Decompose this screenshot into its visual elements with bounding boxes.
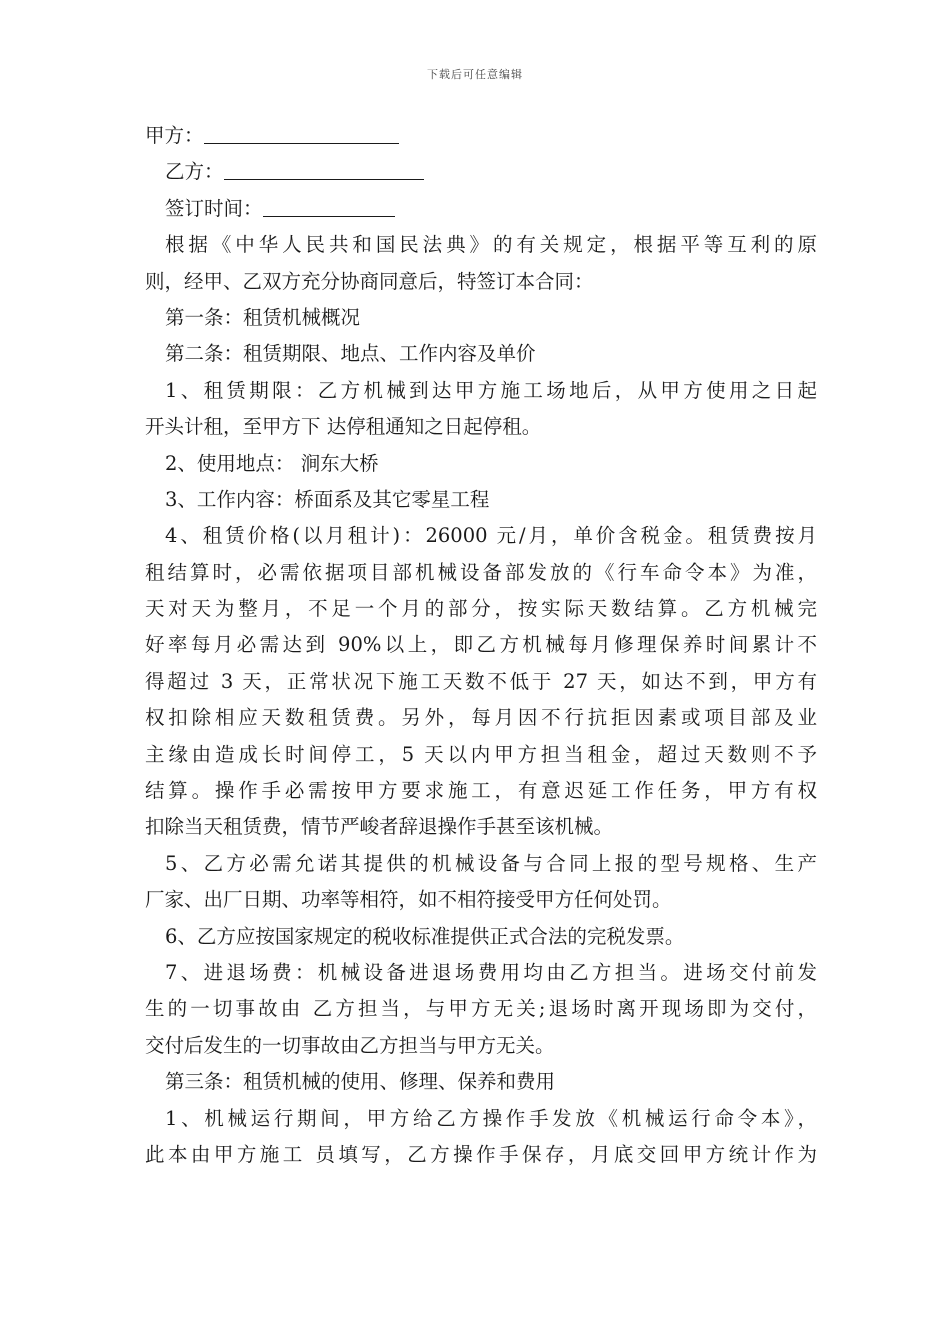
paragraph-line: 根据《中华人民共和国民法典》的有关规定，根据平等互利的原: [165, 233, 817, 257]
sign-date-field: [145, 191, 817, 227]
paragraph-line: 生的一切事故由 乙方担当，与甲方无关;退场时离开现场即为交付，: [145, 997, 817, 1021]
paragraph-line: 天对天为整月，不足一个月的部分，按实际天数结算。乙方机械完: [145, 597, 817, 621]
paragraph-line: 2、使用地点： 涧东大桥: [165, 451, 379, 475]
party-b-blank[interactable]: [224, 157, 424, 180]
paragraph-line: 结算。操作手必需按甲方要求施工，有意迟延工作任务，甲方有权: [145, 779, 817, 803]
party-a-label: 甲方：: [145, 124, 204, 147]
paragraph-line: 1、租赁期限：乙方机械到达甲方施工场地后，从甲方使用之日起: [165, 378, 817, 402]
page-header-note: 下载后可任意编辑: [427, 68, 523, 81]
paragraph-line: 则，经甲、乙双方充分协商同意后，特签订本合同：: [145, 269, 594, 293]
paragraph-line: 1、机械运行期间，甲方给乙方操作手发放《机械运行命令本》，: [165, 1106, 817, 1130]
paragraph-line: 主缘由造成长时间停工，5 天以内甲方担当租金，超过天数则不予: [145, 742, 817, 766]
paragraph-line: 扣除当天租赁费，情节严峻者辞退操作手甚至该机械。: [145, 815, 614, 839]
paragraph-line: 交付后发生的一切事故由乙方担当与甲方无关。: [145, 1033, 555, 1057]
article-heading: 第二条：租赁期限、地点、工作内容及单价: [165, 342, 536, 366]
paragraph-line: 好率每月必需达到 90%以上，即乙方机械每月修理保养时间累计不: [145, 633, 817, 657]
paragraph-line: 3、工作内容：桥面系及其它零星工程: [165, 487, 490, 511]
party-a-field: [145, 118, 817, 154]
paragraph-line: 得超过 3 天，正常状况下施工天数不低于 27 天，如达不到，甲方有: [145, 669, 817, 693]
sign-date-blank[interactable]: [263, 194, 395, 217]
paragraph-line: 6、乙方应按国家规定的税收标准提供正式合法的完税发票。: [165, 924, 685, 948]
party-a-blank[interactable]: [204, 121, 399, 144]
paragraph-line: 权扣除相应天数租赁费。另外，每月因不行抗拒因素或项目部及业: [145, 706, 817, 730]
contract-body: [145, 118, 817, 1173]
paragraph-line: 开头计租，至甲方下 达停租通知之日起停租。: [145, 415, 542, 439]
sign-date-label: 签订时间：: [165, 196, 263, 220]
paragraph-line: 5、乙方必需允诺其提供的机械设备与合同上报的型号规格、生产: [165, 851, 817, 875]
paragraph-line: 此本由甲方施工 员填写，乙方操作手保存，月底交回甲方统计作为: [145, 1142, 817, 1166]
party-b-label: 乙方：: [165, 160, 224, 184]
paragraph-line: 7、进退场费：机械设备进退场费用均由乙方担当。进场交付前发: [165, 960, 817, 984]
paragraph-line: 厂家、出厂日期、功率等相符，如不相符接受甲方任何处罚。: [145, 888, 672, 912]
party-b-field: [145, 154, 817, 190]
article-heading: 第三条：租赁机械的使用、修理、保养和费用: [165, 1070, 556, 1094]
paragraph-line: 租结算时，必需依据项目部机械设备部发放的《行车命令本》为准，: [145, 560, 817, 584]
article-heading: 第一条：租赁机械概况: [165, 305, 361, 329]
paragraph-line: 4、租赁价格(以月租计)：26000 元/月，单价含税金。租赁费按月: [165, 524, 817, 548]
